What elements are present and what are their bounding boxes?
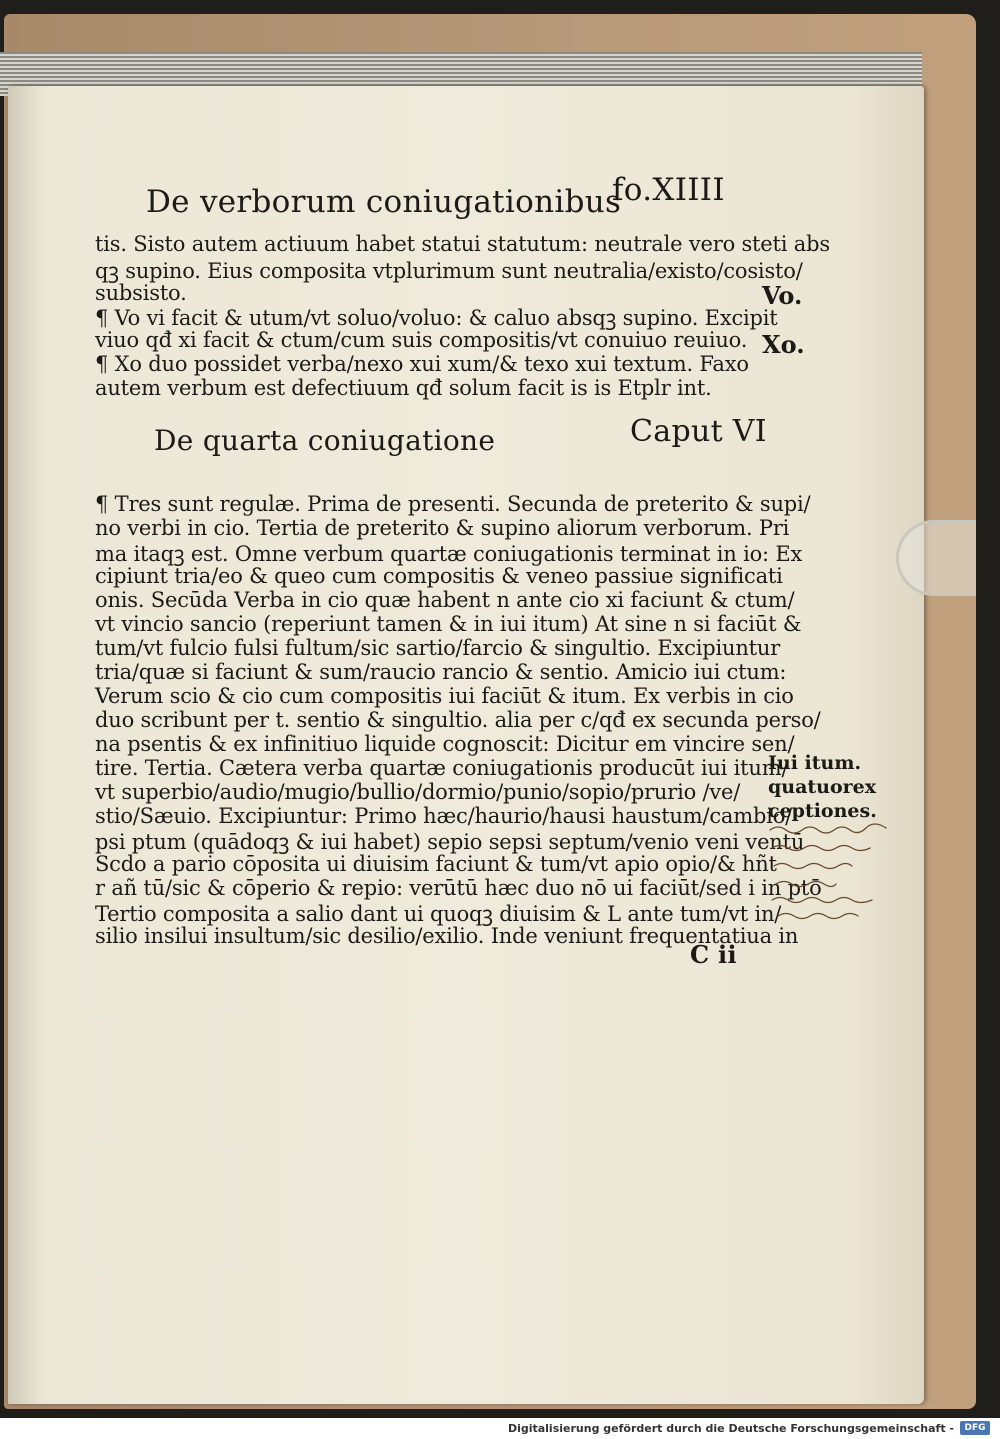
margin-note: Xo. (762, 330, 805, 359)
signature-mark: C ii (690, 940, 737, 969)
text-line: tire. Tertia. Cætera verba quartæ coniugationis producūt iui itum/ (95, 756, 789, 780)
text-line: Scdo a pario cōposita ui diuisim faciunt & tum/vt apio opio/& hñt (95, 852, 777, 876)
footer-bar (0, 1418, 1000, 1439)
running-head: De verborum coniugationibus (146, 184, 622, 220)
text-line: stio/Sæuio. Excipiuntur: Primo hæc/haurio/hausi haustum/cambio/ (95, 804, 793, 828)
text-line: cipiunt tria/eo & queo cum compositis & veneo passiue significati (95, 564, 783, 588)
text-line: r añ tū/sic & cōperio & repio: verūtū hæc duo nō ui faciūt/sed i in ptō (95, 876, 822, 900)
text-line: subsisto. (95, 281, 187, 305)
margin-note: quatuorex (768, 776, 877, 798)
text-line: vt superbio/audio/mugio/bullio/dormio/punio/sopio/prurio /ve/ (95, 780, 741, 804)
text-line: viuo qđ xi facit & ctum/cum suis compositis/vt conuiuo reuiuo. (95, 328, 748, 352)
text-line: ¶ Tres sunt regulæ. Prima de presenti. Secunda de preterito & supi/ (95, 492, 811, 516)
text-line: duo scribunt per t. sentio & singultio. alia per c/qđ ex secunda perso/ (95, 708, 821, 732)
text-line: ma itaqꝫ est. Omne verbum quartæ coniugationis terminat in io: Ex (95, 542, 803, 566)
chapter-label: Caput VI (630, 414, 767, 449)
text-line: ¶ Xo duo possidet verba/nexo xui xum/& texo xui textum. Faxo (95, 352, 749, 376)
margin-note: ceptiones. (768, 800, 877, 822)
text-line: tis. Sisto autem actiuum habet statui statutum: neutrale vero steti abs (95, 232, 830, 256)
folio-number: fo.XIIII (612, 172, 725, 208)
text-line: tum/vt fulcio fulsi fultum/sic sartio/farcio & singultio. Excipiuntur (95, 636, 781, 660)
chapter-title: De quarta coniugatione (154, 424, 496, 457)
text-line: na psentis & ex infinitiuo liquide cognoscit: Dicitur em vincire sen/ (95, 732, 795, 756)
dfg-logo: DFG (960, 1421, 990, 1435)
funding-credit: Digitalisierung gefördert durch die Deutsche Forschungsgemeinschaft - (507, 1422, 954, 1435)
text-line: psi ptum (quādoqꝫ & iui habet) sepio sepsi septum/venio veni ventū (95, 830, 805, 854)
text-line: vt vincio sancio (reperiunt tamen & in iui itum) At sine n si faciūt & (95, 612, 802, 636)
text-line: Tertio composita a salio dant ui quoqꝫ diuisim & L ante tum/vt in/ (95, 902, 782, 926)
text-line: ¶ Vo vi facit & utum/vt soluo/voluo: & caluo absqꝫ supino. Excipit (95, 306, 778, 330)
text-line: qꝫ supino. Eius composita vtplurimum sunt neutralia/existo/cosisto/ (95, 259, 803, 283)
text-line: autem verbum est defectiuum qđ solum facit is is Etplr int. (95, 376, 712, 400)
text-line: no verbi in cio. Tertia de preterito & supino aliorum verborum. Pri (95, 516, 790, 540)
text-line: Verum scio & cio cum compositis iui faciūt & itum. Ex verbis in cio (95, 684, 794, 708)
text-line: tria/quæ si faciunt & sum/raucio rancio & sentio. Amicio iui ctum: (95, 660, 787, 684)
text-line: silio insilui insultum/sic desilio/exilio. Inde veniunt frequentatiua in (95, 924, 799, 948)
margin-note: Iui itum. (768, 752, 862, 774)
margin-note: Vo. (762, 281, 803, 310)
text-line: onis. Secūda Verba in cio quæ habent n ante cio xi faciunt & ctum/ (95, 588, 795, 612)
handwritten-annotation (766, 820, 906, 930)
